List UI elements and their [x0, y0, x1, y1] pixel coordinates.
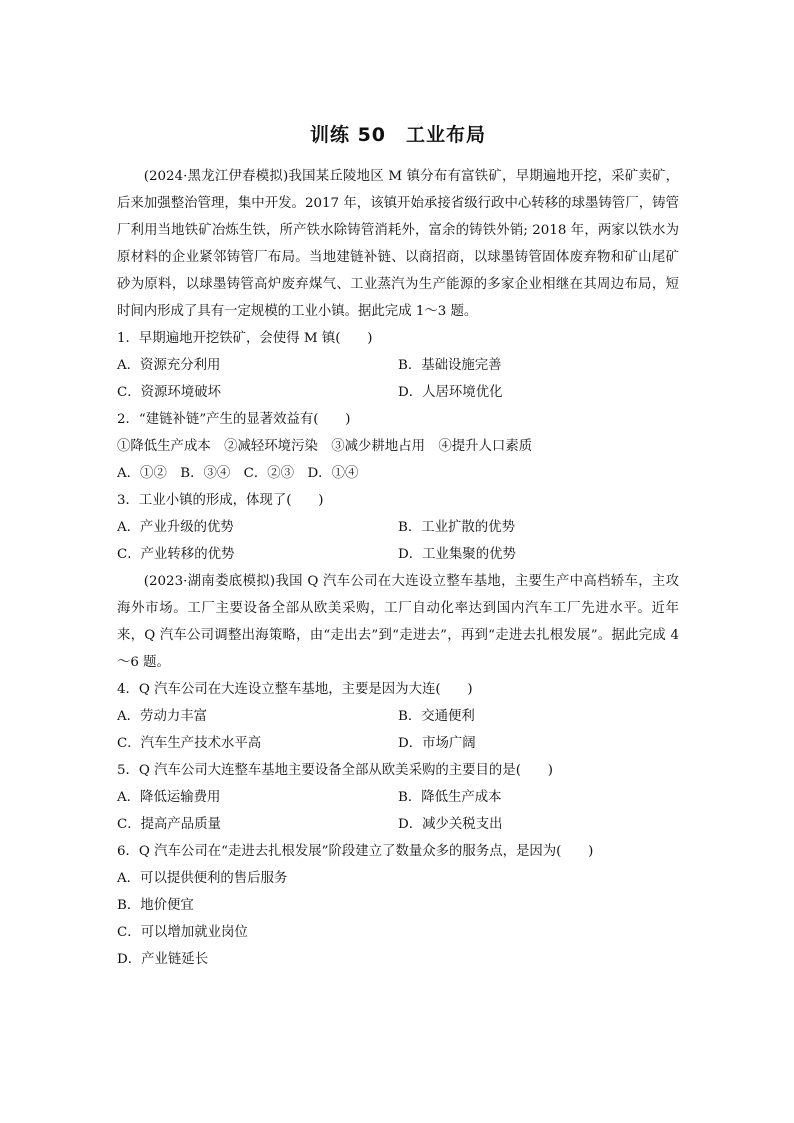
question-1-option-a: A．资源充分利用: [117, 358, 221, 373]
question-1-option-c: C．资源环境破坏: [117, 385, 221, 400]
passage-2: (2023·湖南娄底模拟)我国 Q 汽车公司在大连设立整车基地，主要生产中高档轿车，主攻海外市场。工厂主要设备全部从欧美采购，工厂自动化率达到国内汽车工厂先进水平。近年来，Q 汽车公司调整出海策略，由“走出去”到“走进去”，再到“走进去扎根发展”。据此完成 4～6 题。: [117, 574, 679, 670]
question-5-options-row-1: [117, 784, 679, 811]
question-6: [117, 838, 679, 973]
question-4: [117, 676, 679, 757]
question-5-option-c: C．提高产品质量: [117, 817, 221, 832]
question-5-option-b: B．降低生产成本: [398, 790, 502, 805]
passage-1: (2024·黑龙江伊春模拟)我国某丘陵地区 M 镇分布有富铁矿，早期遍地开挖，采矿卖矿，后来加强整治管理，集中开发。2017 年，该镇开始承接省级行政中心转移的球墨铸管厂，铸管厂利用当地铁矿冶炼生铁，所产铁水除铸管消耗外，富余的铸铁外销; 2018 年，两家以铁水为原材料的企业紧邻铸管厂布局。当地建链补链、以商招商，以球墨铸管固体废弃物和矿山尾矿砂为原料，以球墨铸管高炉废弃煤气、工业蒸汽为生产能源的多家企业相继在其周边布局，短时间内形成了具有一定规模的工业小镇。据此完成 1～3 题。: [117, 169, 679, 319]
page-title: 训练 50 工业布局: [309, 124, 487, 146]
question-2-items: ①降低生产成本 ②减轻环境污染 ③减少耕地占用 ④提升人口素质: [117, 439, 533, 454]
question-2: [117, 406, 679, 487]
question-3-stem: 3．工业小镇的形成，体现了( ): [117, 493, 324, 508]
question-5-stem: 5．Q 汽车公司大连整车基地主要设备全部从欧美采购的主要目的是( ): [117, 763, 553, 778]
question-3-option-b: B．工业扩散的优势: [398, 520, 515, 535]
question-5-option-a: A．降低运输费用: [117, 790, 221, 805]
question-6-option-d: D．产业链延长: [117, 952, 209, 967]
worksheet-page: [117, 118, 679, 973]
question-1: [117, 325, 679, 406]
question-4-stem: 4．Q 汽车公司在大连设立整车基地，主要是因为大连( ): [117, 682, 473, 697]
question-4-option-b: B．交通便利: [398, 709, 475, 724]
question-3-option-c: C．产业转移的优势: [117, 547, 235, 562]
question-1-options-row-1: [117, 352, 679, 379]
question-3-options-row-2: [117, 541, 679, 568]
question-6-option-b: B．地价便宜: [117, 898, 194, 913]
question-4-options-row-2: [117, 730, 679, 757]
question-2-options: A．①② B．③④ C．②③ D．①④: [117, 466, 359, 481]
question-1-stem: 1．早期遍地开挖铁矿，会使得 M 镇( ): [117, 331, 373, 346]
question-4-option-c: C．汽车生产技术水平高: [117, 736, 262, 751]
question-1-option-b: B．基础设施完善: [398, 358, 502, 373]
question-6-option-c: C．可以增加就业岗位: [117, 925, 248, 940]
question-4-option-d: D．市场广阔: [398, 736, 476, 751]
question-5: [117, 757, 679, 838]
question-3-options-row-1: [117, 514, 679, 541]
question-6-option-a: A．可以提供便利的售后服务: [117, 871, 288, 886]
question-6-stem: 6．Q 汽车公司在“走进去扎根发展”阶段建立了数量众多的服务点，是因为( ): [117, 844, 594, 859]
question-4-option-a: A．劳动力丰富: [117, 709, 208, 724]
question-1-options-row-2: [117, 379, 679, 406]
question-4-options-row-1: [117, 703, 679, 730]
question-3-option-a: A．产业升级的优势: [117, 520, 234, 535]
question-3: [117, 487, 679, 568]
question-5-option-d: D．减少关税支出: [398, 817, 503, 832]
question-3-option-d: D．工业集聚的优势: [398, 547, 516, 562]
question-2-stem: 2．“建链补链”产生的显著效益有( ): [117, 412, 351, 427]
question-5-options-row-2: [117, 811, 679, 838]
question-1-option-d: D．人居环境优化: [398, 385, 503, 400]
